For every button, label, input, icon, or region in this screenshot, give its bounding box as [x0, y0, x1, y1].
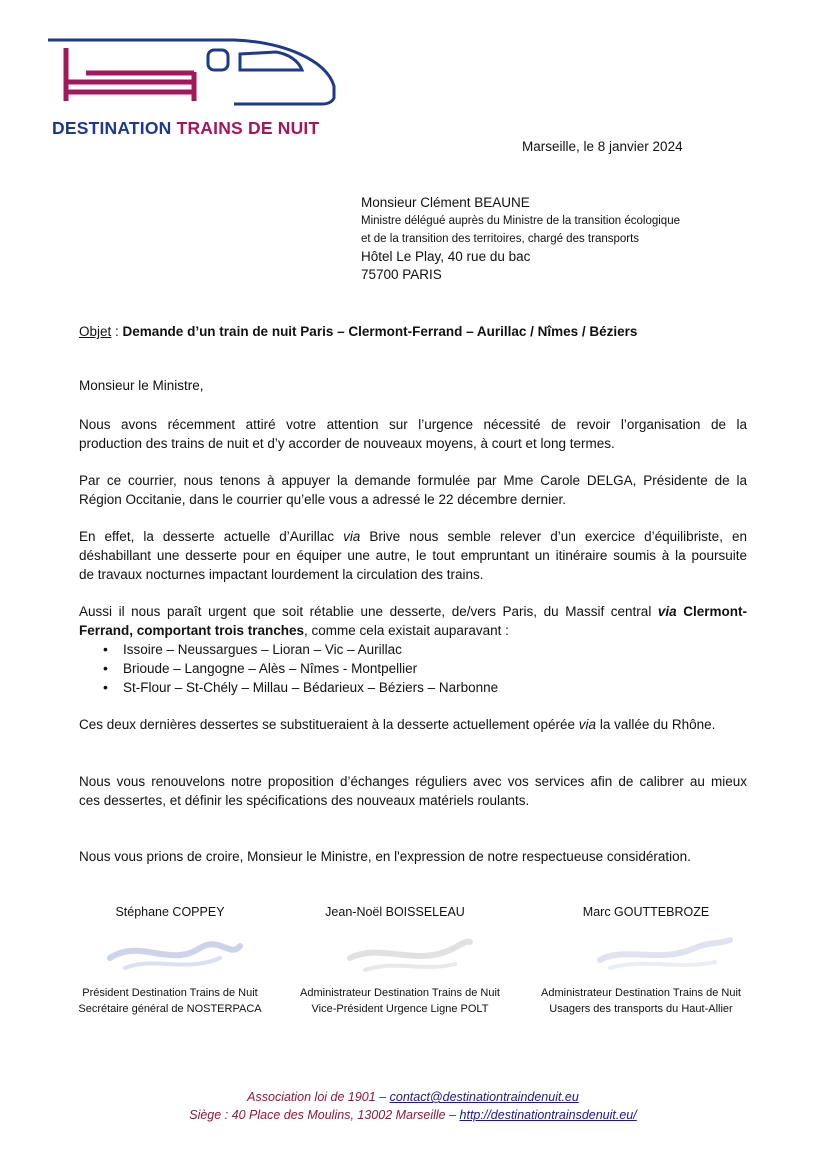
footer-website-link[interactable]: http://destinationtrainsdenuit.eu/: [459, 1108, 637, 1122]
signatory-2-role-line2: Vice-Président Urgence Ligne POLT: [311, 1003, 489, 1015]
paragraph-4-line2-bold: Ferrand, comportant trois tranches: [79, 623, 305, 638]
route-item-2: Brioude – Langogne – Alès – Nîmes - Montpellier: [123, 661, 418, 676]
signatory-2-role-line1: Administrateur Destination Trains de Nuit: [300, 987, 500, 999]
paragraph-5: [79, 715, 747, 734]
paragraph-3-line3: de travaux nocturnes impactant lourdement la circulation des trains.: [79, 567, 484, 582]
footer-address: Siège : 40 Place des Moulins, 13002 Marseille –: [189, 1108, 460, 1122]
list-item: [79, 659, 747, 678]
paragraph-3: [79, 527, 747, 584]
signatory-1-name: Stéphane COPPEY: [115, 905, 225, 919]
recipient-address-line2: 75700 PARIS: [361, 267, 442, 282]
paragraph-4-via: via: [657, 604, 677, 619]
signatory-3-role-line1: Administrateur Destination Trains de Nuit: [541, 987, 741, 999]
paragraph-3-line2: déshabillant une desserte pour en équiper une autre, le tout empruntant un itinéraire soumis à la poursuite: [79, 548, 747, 563]
signatory-3-name: Marc GOUTTEBROZE: [582, 905, 710, 919]
salutation: Monsieur le Ministre,: [79, 378, 204, 393]
paragraph-5-part1: Ces deux dernières dessertes se substitueraient à la desserte actuellement opérée: [79, 717, 579, 732]
route-item-3: St-Flour – St-Chély – Millau – Bédarieux – Béziers – Narbonne: [123, 680, 499, 695]
paragraph-4-line2: [79, 621, 747, 640]
footer-email-link[interactable]: contact@destinationtraindenuit.eu: [389, 1090, 579, 1104]
subject-text: Demande d’un train de nuit Paris – Clermont-Ferrand – Aurillac / Nîmes / Béziers: [122, 324, 638, 339]
route-item-1: Issoire – Neussargues – Lioran – Vic – Aurillac: [123, 642, 402, 657]
paragraph-1-line1: Nous avons récemment attiré votre attention sur l’urgence nécessité de revoir l’organisation de la: [79, 417, 747, 432]
route-list: [79, 640, 747, 697]
signatory-3-role: [521, 985, 761, 1017]
footer-line1: [0, 1090, 826, 1104]
closing-formula: Nous vous prions de croire, Monsieur le Ministre, en l'expression de notre respectueuse considération.: [79, 849, 691, 864]
list-item: [79, 640, 747, 659]
subject-label: Objet: [79, 324, 112, 339]
logo-text-destination: DESTINATION: [52, 118, 172, 138]
paragraph-4-line2-rest: , comme cela existait auparavant :: [304, 623, 509, 638]
paragraph-2: [79, 471, 747, 509]
paragraph-5-part2: la vallée du Rhône.: [596, 717, 716, 732]
paragraph-1: [79, 415, 747, 453]
recipient-title-line1: Ministre délégué auprès du Ministre de la transition écologique: [361, 215, 680, 227]
paragraph-2-line1: Par ce courrier, nous tenons à appuyer la demande formulée par Mme Carole DELGA, Présidente de la: [79, 473, 747, 488]
paragraph-1-line2: production des trains de nuit et d’y accorder de nouveaux moyens, à court et long termes.: [79, 436, 615, 451]
signatory-1-role-line1: Président Destination Trains de Nuit: [82, 987, 258, 999]
recipient-block: [361, 194, 680, 284]
paragraph-4-line1: [79, 602, 747, 621]
paragraph-4: [79, 602, 747, 697]
signatory-1-role: [50, 985, 290, 1017]
paragraph-3-via: via: [343, 529, 361, 544]
paragraph-3-line1-part1: En effet, la desserte actuelle d’Aurillac: [79, 529, 344, 544]
signatory-3-role-line2: Usagers des transports du Haut-Allier: [549, 1003, 733, 1015]
signature-1-image: [100, 928, 250, 978]
recipient-address-line1: Hôtel Le Play, 40 rue du bac: [361, 249, 531, 264]
recipient-name: Monsieur Clément BEAUNE: [361, 195, 530, 210]
subject-line: [79, 322, 747, 341]
signature-3-image: [590, 928, 740, 978]
paragraph-3-line1: [79, 527, 747, 546]
signature-2-image: [335, 928, 485, 978]
signatory-1-role-line2: Secrétaire général de NOSTERPACA: [78, 1003, 262, 1015]
list-item: [79, 678, 747, 697]
paragraph-3-line1-part2: Brive nous semble relever d’un exercice d’équilibriste, en: [360, 529, 747, 544]
paragraph-4-line1-part1: Aussi il nous paraît urgent que soit rétablie une desserte, de/vers Paris, du Massif central: [79, 604, 658, 619]
logo-text-trains-de-nuit: TRAINS DE NUIT: [176, 118, 320, 138]
paragraph-6-line1: Nous vous renouvelons notre proposition d’échanges réguliers avec vos services afin de calibrer au mieux: [79, 774, 747, 789]
footer-line2: [0, 1108, 826, 1122]
paragraph-6-line2: ces dessertes, et définir les spécifications des nouveaux matériels roulants.: [79, 793, 530, 808]
paragraph-4-line1-part2: Clermont-: [676, 604, 747, 619]
logo-wordmark: [52, 118, 319, 139]
paragraph-6: [79, 772, 747, 810]
recipient-title-line2: et de la transition des territoires, chargé des transports: [361, 233, 640, 245]
signatory-2-name: Jean-Noël BOISSELEAU: [325, 905, 465, 919]
train-bed-logo: [44, 36, 344, 111]
paragraph-2-line2: Région Occitanie, dans le courrier qu’elle vous a adressé le 22 décembre dernier.: [79, 492, 567, 507]
footer-association: Association loi de 1901 –: [247, 1090, 390, 1104]
date-line: Marseille, le 8 janvier 2024: [522, 139, 683, 154]
signatory-2-role: [280, 985, 520, 1017]
subject-separator: :: [111, 324, 123, 339]
paragraph-5-via: via: [578, 717, 597, 732]
